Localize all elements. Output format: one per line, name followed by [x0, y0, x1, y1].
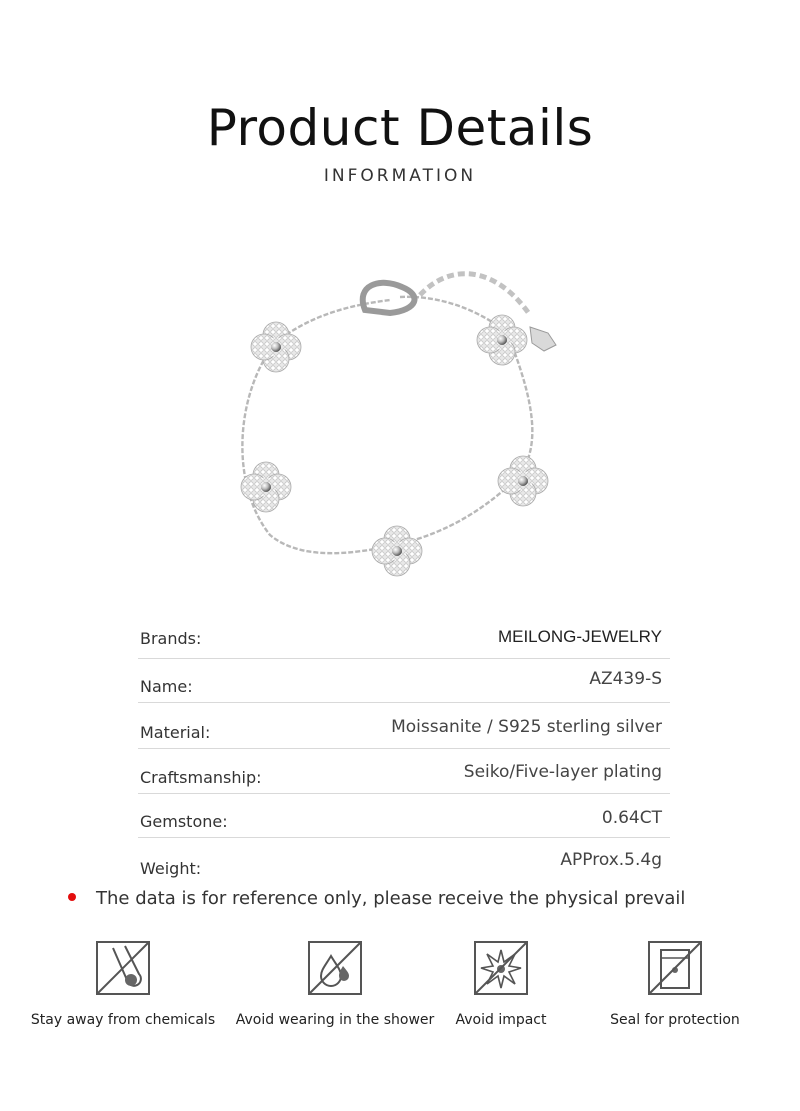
spec-value: Seiko/Five-layer plating: [463, 762, 662, 782]
impact-icon: [473, 940, 529, 998]
bracelet-product-image: [230, 255, 570, 595]
page-title: Product Details: [206, 99, 594, 157]
disclaimer-text: The data is for reference only, please receive the physical prevail: [96, 888, 686, 909]
spec-value: AZ439-S: [589, 669, 662, 689]
spec-row-weight: [138, 838, 670, 884]
care-caption: Stay away from chemicals: [30, 1012, 216, 1028]
spec-value: MEILONG-JEWELRY: [497, 627, 662, 646]
spec-row-gemstone: [138, 794, 670, 838]
spec-label: Gemstone:: [140, 812, 228, 831]
shower-icon: [307, 940, 363, 998]
care-item-seal: [570, 940, 780, 1028]
spec-label: Weight:: [140, 859, 202, 878]
spec-row-craftsmanship: [138, 749, 670, 794]
chemicals-icon: [95, 940, 151, 998]
bullet-dot-icon: [68, 893, 76, 901]
spec-value: APProx.5.4g: [560, 850, 662, 870]
seal-icon: [647, 940, 703, 998]
disclaimer-note: [68, 888, 685, 909]
care-item-chemicals: [18, 940, 228, 1028]
spec-label: Material:: [140, 723, 211, 742]
spec-label: Craftsmanship:: [140, 768, 262, 787]
spec-label: Name:: [140, 677, 193, 696]
spec-label: Brands:: [140, 629, 202, 648]
spec-value: Moissanite / S925 sterling silver: [391, 717, 662, 737]
spec-value: 0.64CT: [601, 808, 662, 828]
spec-row-material: [138, 703, 670, 749]
care-caption: Seal for protection: [610, 1012, 740, 1028]
page-subtitle: INFORMATION: [323, 166, 477, 186]
spec-table: [138, 615, 670, 884]
spec-row-brand: [138, 615, 670, 659]
spec-row-name: [138, 659, 670, 703]
care-caption: Avoid impact: [455, 1012, 547, 1028]
care-caption: Avoid wearing in the shower: [235, 1012, 435, 1028]
